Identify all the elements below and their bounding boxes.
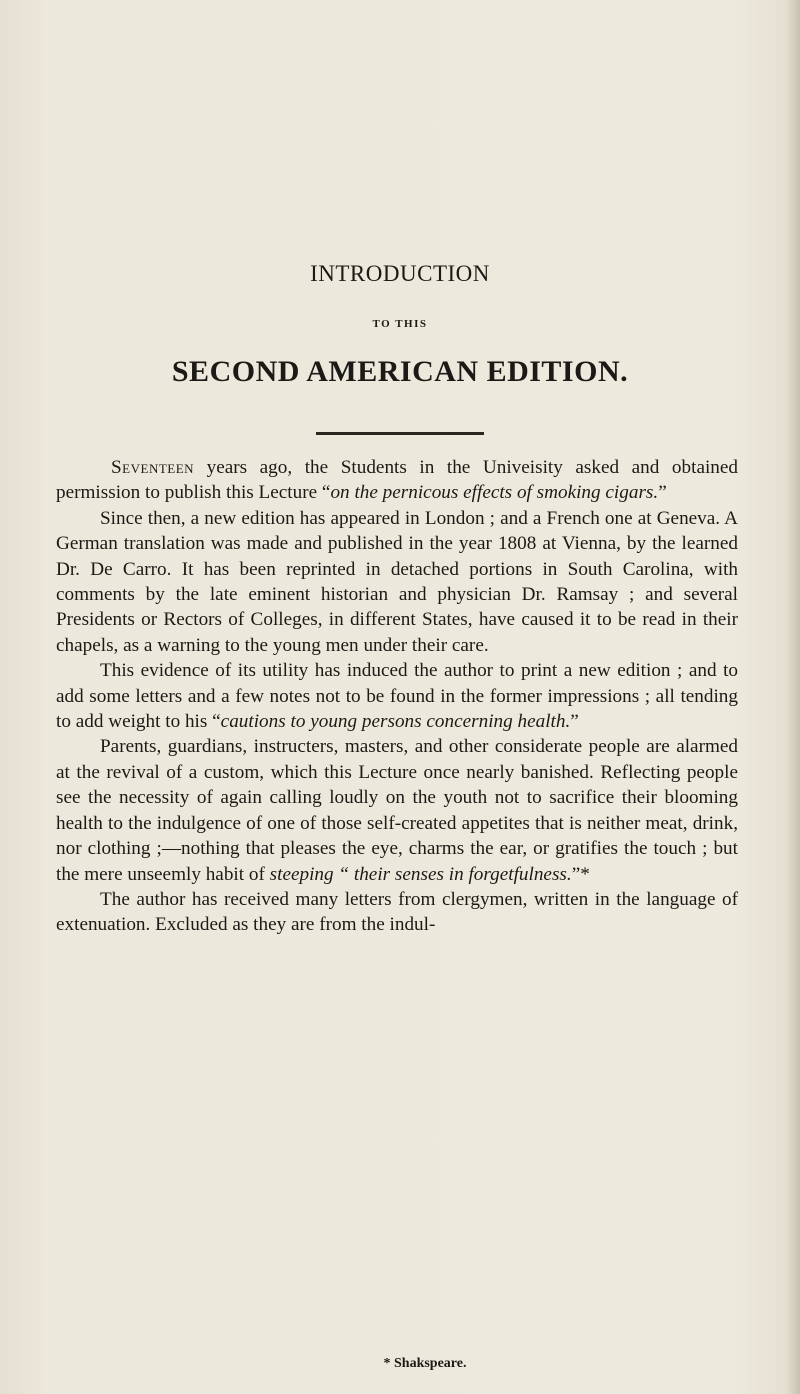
paragraph-1-text-b: ” [658,482,667,504]
paragraph-4-italic: steeping “ their senses in forgetfulness. [269,863,572,885]
paragraph-4 [56,734,738,886]
paragraph-4-text-b: ”* [571,863,590,885]
page-title: INTRODUCTION [310,261,490,286]
body-text [56,455,738,938]
paragraph-4-text-a: Parents, guardians, instructers, masters, and other considerate people are alarmed at the revival of a custom, which this Lecture once nearly banished. Reflecting people see the necessity of again calling loudly on the youth not to sacrifice their blooming health to the indulgence of one of those self-created appetites that is neither meat, drink, nor clothing ;—nothing that pleases the eye, charms the ear, or gratifies the touch ; but the mere unseemly habit of [56,736,738,885]
paragraph-5: The author has received many letters from clergymen, written in the language of extenuation. Excluded as they are from the indul- [56,888,738,936]
paragraph-1-text-a: years ago, the Students in the Univeisity asked and obtained permission to publish this Lecture “ [56,457,738,504]
page-edge-shadow [786,0,800,1394]
edition-heading: SECOND AMERICAN EDITION. [171,355,629,388]
paragraph-1 [56,455,738,506]
heading-rule [316,432,484,435]
paragraph-1-italic: on the pernicous effects of smoking cigars. [330,482,659,504]
opening-word: Seventeen [111,457,195,478]
paragraph-3-text-a: This evidence of its utility has induced the author to print a new edition ; and to add some letters and a few notes not to be found in the former impressions ; all tending to add weight to his “ [56,660,738,733]
paragraph-3 [56,658,738,734]
footnote: * Shakspeare. [383,1356,467,1371]
paragraph-3-italic: cautions to young persons concerning health. [220,711,571,733]
paragraph-3-text-b: ” [570,711,579,733]
paragraph-2: Since then, a new edition has appeared in London ; and a French one at Geneva. A German translation was made and published in the year 1808 at Vienna, by the learned Dr. De Carro. It has been reprinted in detached portions in South Carolina, with comments by the late eminent historian and physician Dr. Ramsay ; and several Presidents or Rectors of Colleges, in different States, have caused it to be read in their chapels, as a warning to the young men under their care. [56,507,738,656]
page-subtitle: TO THIS [372,318,428,330]
